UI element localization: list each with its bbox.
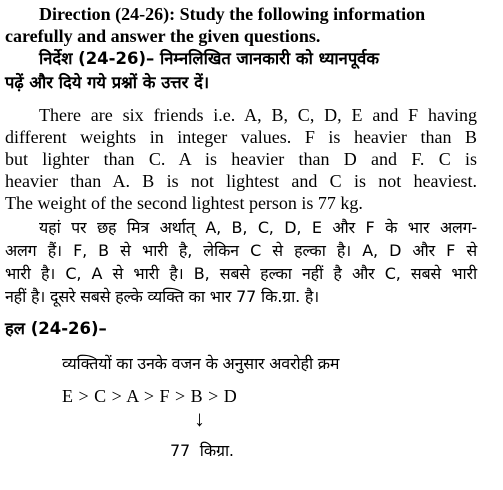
direction-heading-en-line1: Direction (24-26): Study the following information xyxy=(39,4,426,24)
hindi-paragraph-line1: यहां पर छह मित्र अर्थात् A, B, C, D, E और F के भार अलग- xyxy=(39,218,477,237)
hindi-paragraph-line2: अलग हैं। F, B से भारी है, लेकिन C से हल्का है। A, D और F से xyxy=(5,241,477,260)
hindi-paragraph-line3: भारी है। C, A से भारी है। B, सबसे हल्का नहीं है और C, सबसे भारी xyxy=(5,264,477,283)
hindi-paragraph-line4: नहीं है। दूसरे सबसे हल्के व्यक्ति का भार 77 कि.ग्रा. है। xyxy=(5,287,320,306)
second-lightest-weight: 77 किग्रा. xyxy=(170,441,234,460)
english-paragraph-line5: The weight of the second lightest person is 77 kg. xyxy=(5,193,363,213)
english-paragraph-line2: different weights in integer values. F is heavier than B xyxy=(5,127,477,147)
direction-heading-hi-line1: निर्देश (24-26)– निम्नलिखित जानकारी को ध्यानपूर्वक xyxy=(39,49,380,68)
english-paragraph-line3: but lighter than C. A is heavier than D and F. C is xyxy=(5,149,477,169)
down-arrow-icon: ↓ xyxy=(194,406,205,431)
english-paragraph-line1: There are six friends i.e. A, B, C, D, E and F having xyxy=(39,105,477,125)
solution-label: हल (24-26)– xyxy=(5,319,107,338)
english-paragraph-line4: heavier than A. B is not lightest and C is not heaviest. xyxy=(5,171,477,191)
descending-order: E > C > A > F > B > D xyxy=(62,386,238,406)
direction-heading-hi-line2: पढ़ें और दिये गये प्रश्नों के उत्तर दें। xyxy=(5,73,210,92)
direction-heading-en-line2: carefully and answer the given questions. xyxy=(5,26,321,46)
descending-order-caption: व्यक्तियों का उनके वजन के अनुसार अवरोही क्रम xyxy=(62,354,340,373)
